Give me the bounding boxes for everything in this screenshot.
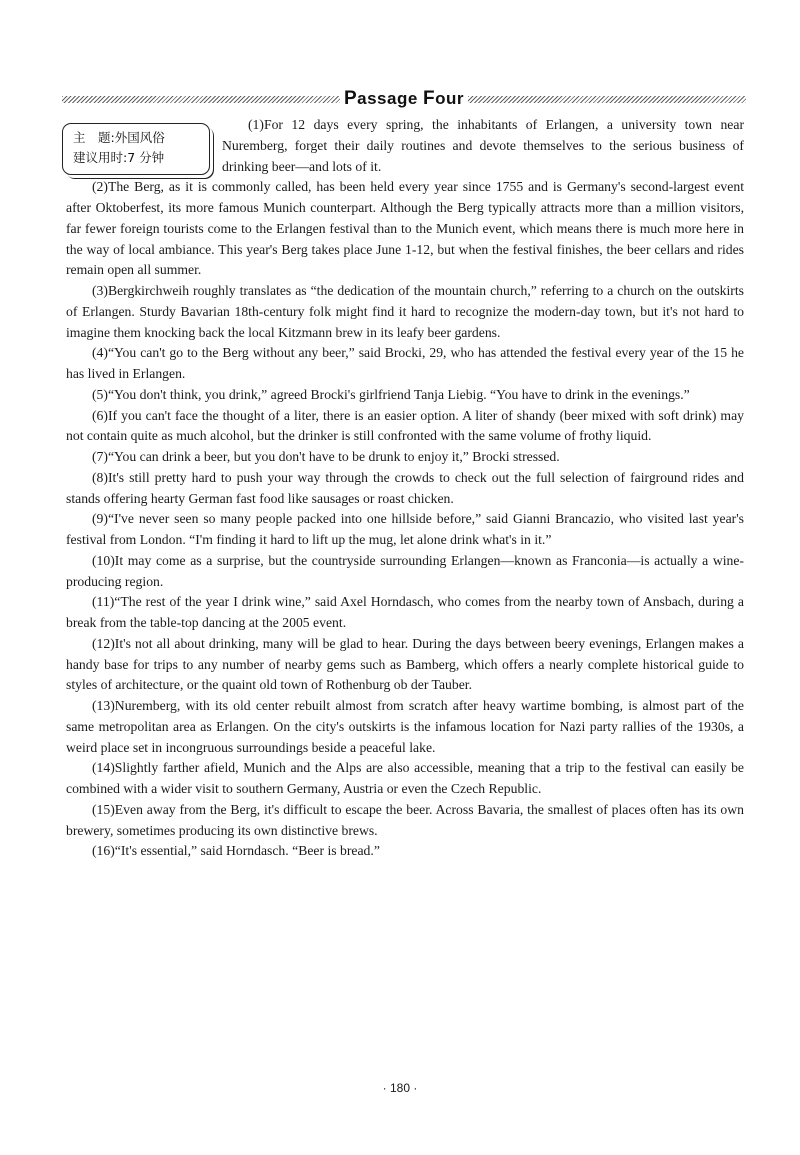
paragraph-11: (11)“The rest of the year I drink wine,” said Axel Horndasch, who comes from the nearby town of Ansbach, during a break from the table-top dancing at the 2005 event.: [66, 594, 744, 630]
page-number: · 180 ·: [382, 1081, 418, 1095]
paragraph-10: (10)It may come as a surprise, but the countryside surrounding Erlangen—known as Franconia—is actually a wine-producing region.: [66, 552, 744, 589]
title-word-assage: assage: [357, 89, 418, 108]
paragraph-7: (7)“You can drink a beer, but you don't have to be drunk to enjoy it,” Brocki stressed.: [92, 449, 560, 464]
paragraph-8: (8)It's still pretty hard to push your way through the crowds to check out the full selection of fairground rides and stands offering hearty German fast food like sausages or roast chicken.: [66, 469, 744, 506]
passage-header: [62, 88, 746, 110]
paragraph-6: (6)If you can't face the thought of a liter, there is an easier option. A liter of shandy (beer mixed with soft drink) may not contain quite as much alcohol, but the drinker is still confronted with the same volume of frothy liquid.: [66, 407, 744, 444]
header-hatch-left: [62, 96, 340, 103]
topic-box-spacer: [66, 115, 222, 177]
passage-body: [66, 115, 744, 862]
passage-title: [340, 88, 468, 110]
paragraph-9: (9)“I've never seen so many people packed into one hillside before,” said Gianni Brancazio, who visited last year's festival from London. “I'm finding it hard to lift up the mug, let alone drink what's in it.”: [66, 511, 744, 547]
paragraph-16: (16)“It's essential,” said Horndasch. “Beer is bread.”: [92, 843, 380, 859]
topic-line: 主 题:外国风俗: [73, 130, 165, 145]
paragraph-15: (15)Even away from the Berg, it's difficult to escape the beer. Across Bavaria, the smallest of places often has its own brewery, sometimes producing its own distinctive brews.: [66, 801, 744, 838]
header-hatch-right: [468, 96, 746, 103]
title-initial-p: P: [343, 88, 358, 109]
paragraph-2: (2)The Berg, as it is commonly called, has been held every year since 1755 and is Germany's second-largest event after Oktoberfest, its more famous Munich counterpart. Although the Berg typically attracts more than a million visitors, far fewer foreign tourists come to the Erlangen festival than to the Munich event, which means there is much more here in the way of local ambiance. This year's Berg takes place June 1-12, but when the festival finishes, the beer cellars and rides remain open all summer.: [66, 179, 744, 278]
paragraph-5: (5)“You don't think, you drink,” agreed Brocki's girlfriend Tanja Liebig. “You have to drink in the evenings.”: [92, 386, 690, 402]
paragraph-1: (1)For 12 days every spring, the inhabitants of Erlangen, a university town near Nuremberg, forget their daily routines and devote themselves to the serious business of drinking beer—and lots of it.: [222, 117, 744, 174]
paragraph-12: (12)It's not all about drinking, many will be glad to hear. During the days between beery evenings, Erlangen makes a handy base for trips to any number of nearby gems such as Bamberg, which offers a nearly complete historical guide to styles of architecture, or the quaint old town of Rothenburg ob der Tauber.: [66, 635, 744, 693]
paragraph-13: (13)Nuremberg, with its old center rebuilt almost from scratch after heavy wartime bombing, is almost part of the same metropolitan area as Erlangen. On the city's outskirts is the infamous location for Nazi party rallies of the 1930s, a weird place set in incongruous surroundings beside a peaceful lake.: [66, 698, 744, 755]
suggested-time-line: 建议用时:7 分钟: [73, 150, 165, 165]
title-word-our: our: [435, 89, 465, 108]
paragraph-3: (3)Bergkirchweih roughly translates as “the dedication of the mountain church,” referring to a church on the outskirts of Erlangen. Sturdy Bavarian 18th-century folk might find it hard to recognize the modern-day town, but it's not hard to imagine them knocking back the local Kitzmann brew in its leafy beer gardens.: [66, 283, 744, 340]
title-initial-f: F: [423, 88, 436, 109]
paragraph-14: (14)Slightly farther afield, Munich and the Alps are also accessible, meaning that a trip to the festival can easily be combined with a wider visit to southern Germany, Austria or even the Czech Republic.: [66, 760, 744, 796]
paragraph-4: (4)“You can't go to the Berg without any beer,” said Brocki, 29, who has attended the festival every year of the 15 he has lived in Erlangen.: [66, 345, 744, 381]
